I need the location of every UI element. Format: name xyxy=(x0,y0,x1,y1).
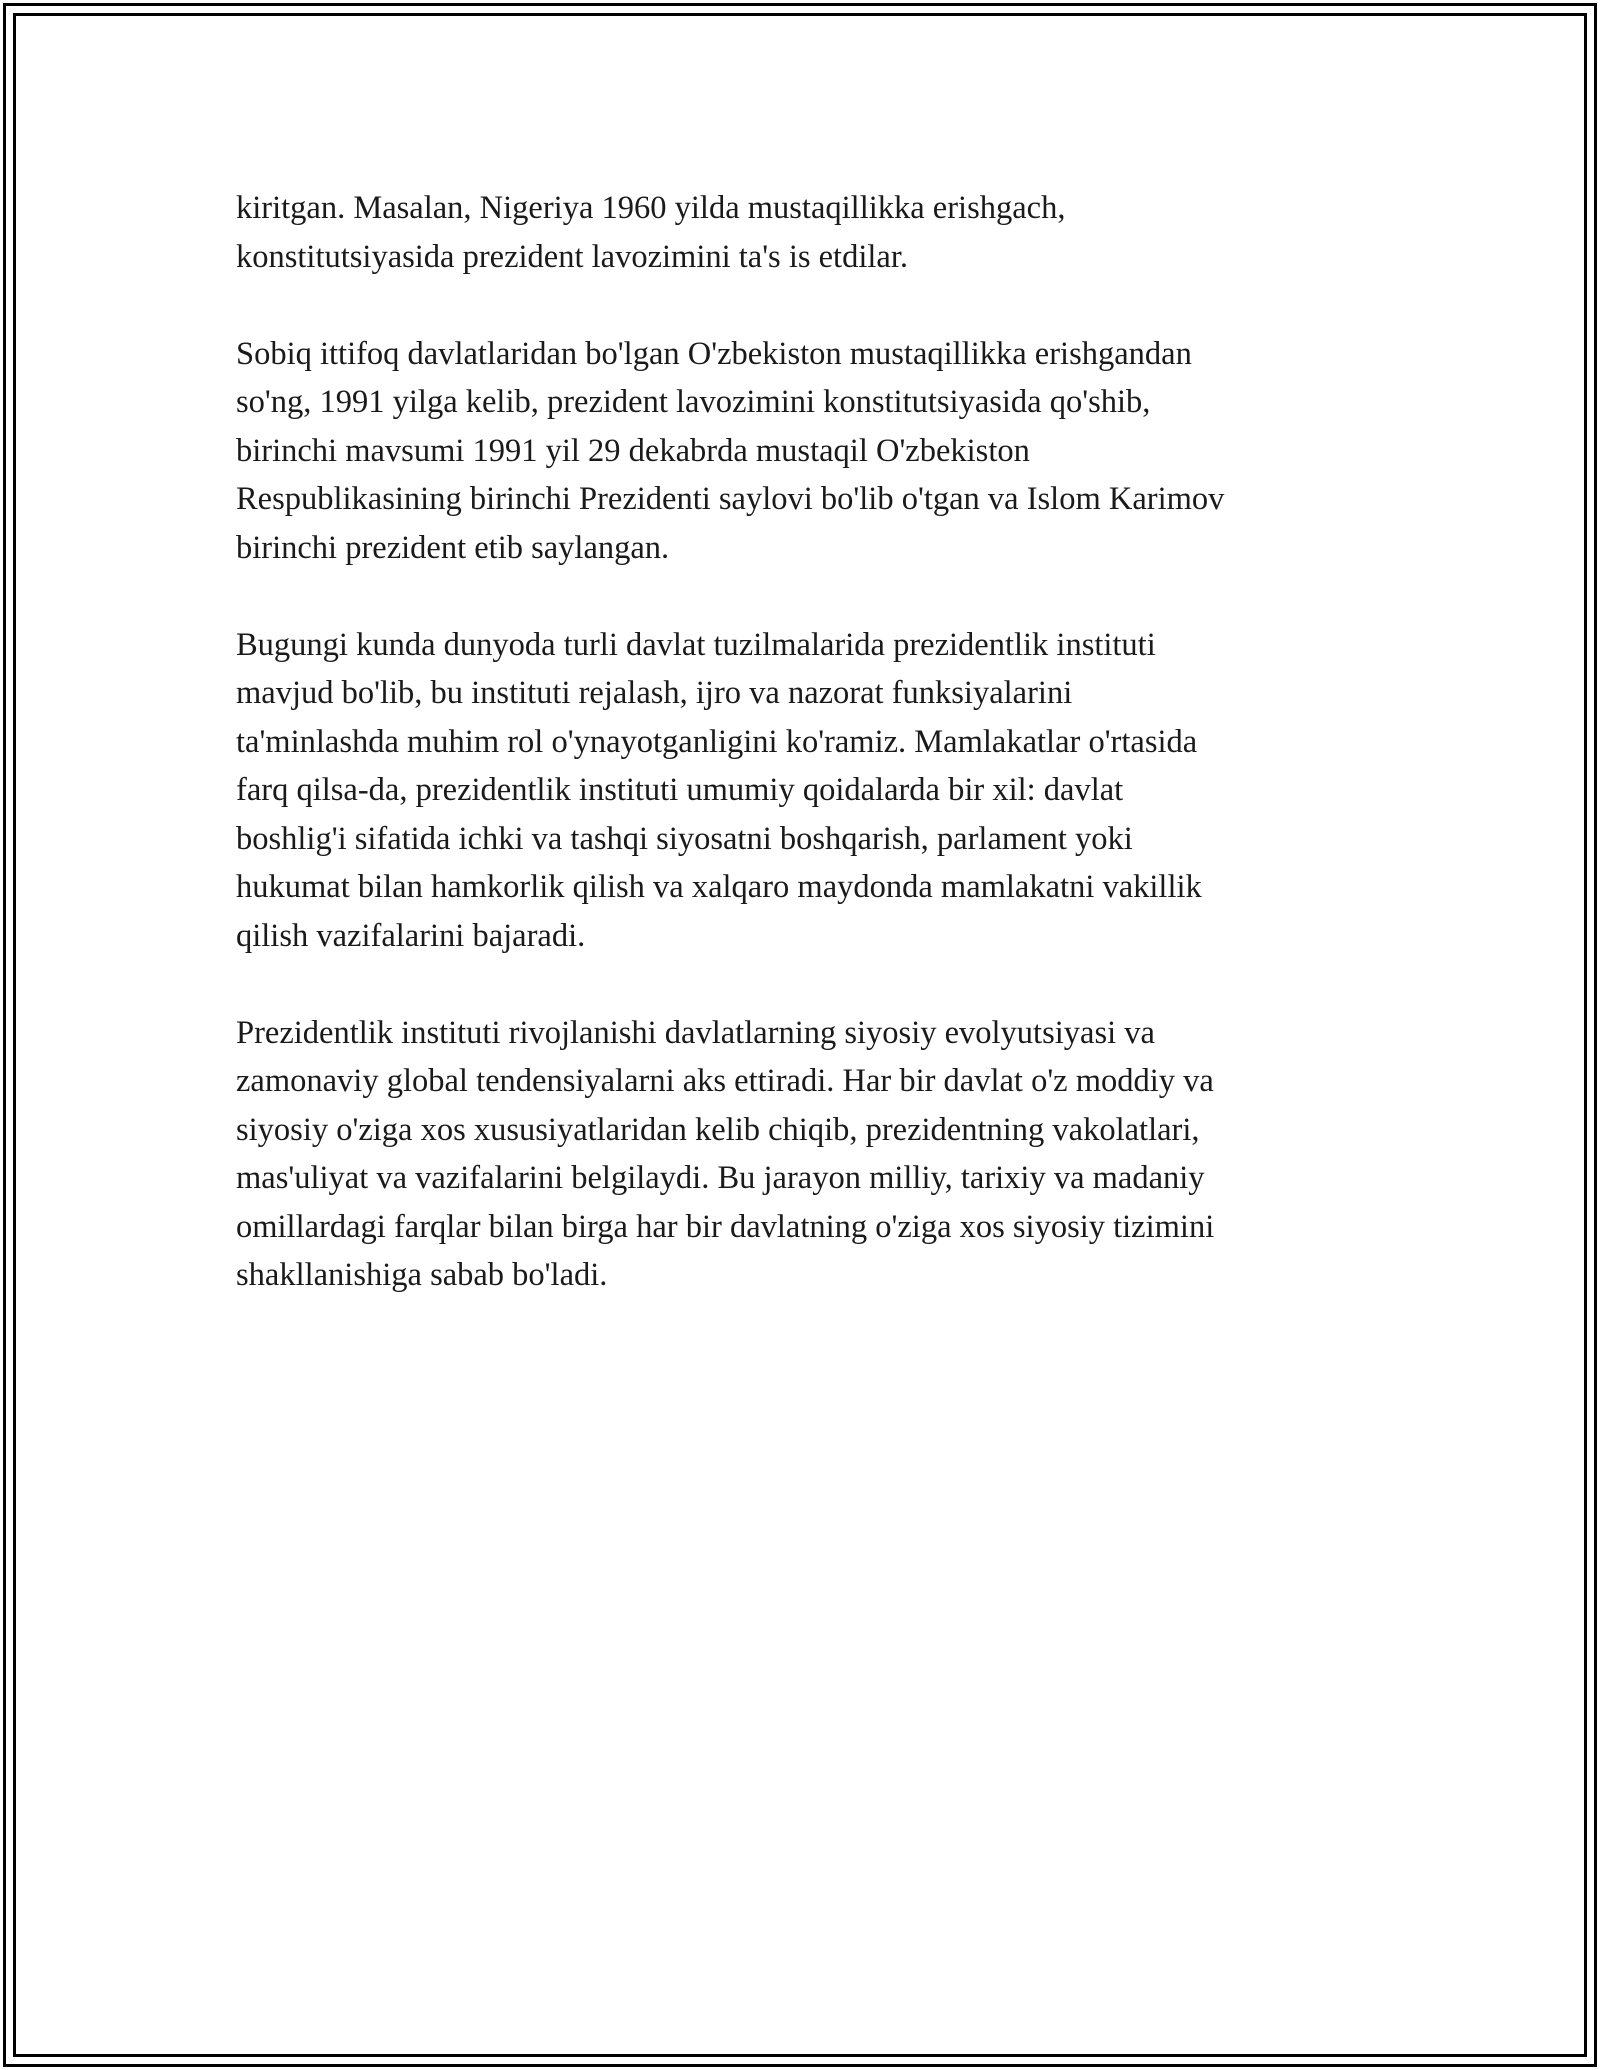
text-line: birinchi prezident etib saylangan. xyxy=(236,529,670,566)
text-line: mas'uliyat va vazifalarini belgilaydi. Bu jarayon milliy, tarixiy va madaniy xyxy=(236,1160,1205,1196)
text-line: so'ng, 1991 yilga kelib, prezident lavozimini konstitutsiyasida qo'shib, xyxy=(236,384,1151,420)
text-line: kiritgan. Masalan, Nigeriya 1960 yilda mustaqillikka erishgach, xyxy=(236,190,1066,226)
text-line: birinchi mavsumi 1991 yil 29 dekabrda mustaqil O'zbekiston xyxy=(236,432,1030,469)
paragraph xyxy=(236,621,1376,961)
text-line: konstitutsiyasida prezident lavozimini ta's is etdilar. xyxy=(236,238,908,275)
text-line: hukumat bilan hamkorlik qilish va xalqaro maydonda mamlakatni vakillik xyxy=(236,869,1202,905)
paragraph xyxy=(236,330,1376,573)
text-line: Sobiq ittifoq davlatlaridan bo'lgan O'zbekiston mustaqillikka erishgandan xyxy=(236,335,1192,372)
text-line: siyosiy o'ziga xos xususiyatlaridan kelib chiqib, prezidentning vakolatlari, xyxy=(236,1111,1200,1148)
text-line: boshlig'i sifatida ichki va tashqi siyosatni boshqarish, parlament yoki xyxy=(236,820,1133,857)
document-body xyxy=(236,184,1376,1348)
text-line: omillardagi farqlar bilan birga har bir davlatning o'ziga xos siyosiy tizimini xyxy=(236,1208,1215,1245)
text-line: Prezidentlik instituti rivojlanishi davlatlarning siyosiy evolyutsiyasi va xyxy=(236,1014,1155,1051)
text-line: shakllanishiga sabab bo'ladi. xyxy=(236,1257,608,1293)
paragraph xyxy=(236,1009,1376,1300)
text-line: Bugungi kunda dunyoda turli davlat tuzilmalarida prezidentlik instituti xyxy=(236,626,1156,663)
text-line: zamonaviy global tendensiyalarni aks ettiradi. Har bir davlat o'z moddiy va xyxy=(236,1063,1214,1099)
text-line: ta'minlashda muhim rol o'ynayotganligini ko'ramiz. Mamlakatlar o'rtasida xyxy=(236,723,1198,760)
text-line: Respublikasining birinchi Prezidenti saylovi bo'lib o'tgan va Islom Karimov xyxy=(236,481,1225,517)
text-line: mavjud bo'lib, bu instituti rejalash, ijro va nazorat funksiyalarini xyxy=(236,675,1073,711)
text-line: farq qilsa-da, prezidentlik instituti umumiy qoidalarda bir xil: davlat xyxy=(236,772,1124,808)
text-line: qilish vazifalarini bajaradi. xyxy=(236,917,586,954)
paragraph xyxy=(236,184,1376,281)
